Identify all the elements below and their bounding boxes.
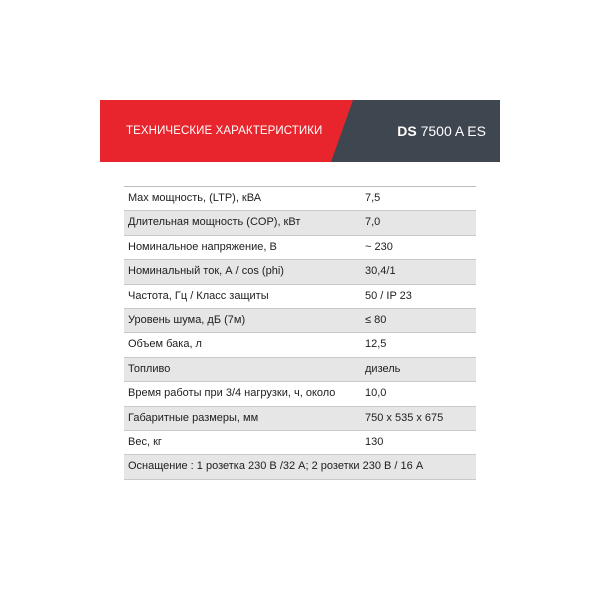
spec-row (124, 285, 476, 309)
model-prefix: DS (397, 123, 417, 139)
spec-row (124, 358, 476, 382)
spec-label: Уровень шума, дБ (7м) (128, 313, 246, 326)
spec-label: Номинальный ток, А / cos (phi) (128, 265, 284, 278)
spec-value: 130 (365, 435, 384, 448)
spec-label: Топливо (128, 362, 171, 375)
spec-row (124, 431, 476, 455)
spec-value: 7,0 (365, 216, 381, 229)
spec-header (100, 100, 500, 162)
spec-card (100, 100, 500, 500)
spec-label: Частота, Гц / Класс защиты (128, 289, 269, 302)
spec-row (124, 187, 476, 211)
spec-value: 30,4/1 (365, 265, 396, 278)
spec-row (124, 333, 476, 357)
spec-label: Вес, кг (128, 435, 162, 448)
spec-label: Длительная мощность (COP), кВт (128, 216, 301, 229)
spec-label: Max мощность, (LTP), кВА (128, 192, 262, 204)
spec-value: ≤ 80 (365, 313, 387, 326)
spec-value: 7,5 (365, 192, 381, 204)
model-number: 7500 A ES (416, 123, 486, 139)
spec-value: 10,0 (365, 387, 387, 400)
spec-value: дизель (365, 362, 401, 375)
spec-row (124, 309, 476, 333)
header-title: ТЕХНИЧЕСКИЕ ХАРАКТЕРИСТИКИ (126, 125, 323, 137)
spec-row (124, 211, 476, 235)
spec-label: Время работы при 3/4 нагрузки, ч, около (128, 387, 336, 400)
spec-label: Объем бака, л (128, 338, 202, 351)
spec-table (124, 186, 476, 480)
spec-row (124, 236, 476, 260)
equipment-note: Оснащение : 1 розетка 230 В /32 А; 2 розетки 230 В / 16 А (124, 455, 476, 479)
spec-label: Номинальное напряжение, В (128, 240, 277, 253)
spec-value: 50 / IP 23 (365, 289, 412, 302)
spec-row (124, 260, 476, 284)
spec-value: ~ 230 (365, 240, 393, 253)
spec-row (124, 407, 476, 431)
model-name (397, 100, 486, 162)
spec-value: 12,5 (365, 338, 387, 351)
spec-label: Габаритные размеры, мм (128, 411, 259, 424)
spec-row (124, 382, 476, 406)
spec-value: 750 x 535 x 675 (365, 411, 444, 424)
